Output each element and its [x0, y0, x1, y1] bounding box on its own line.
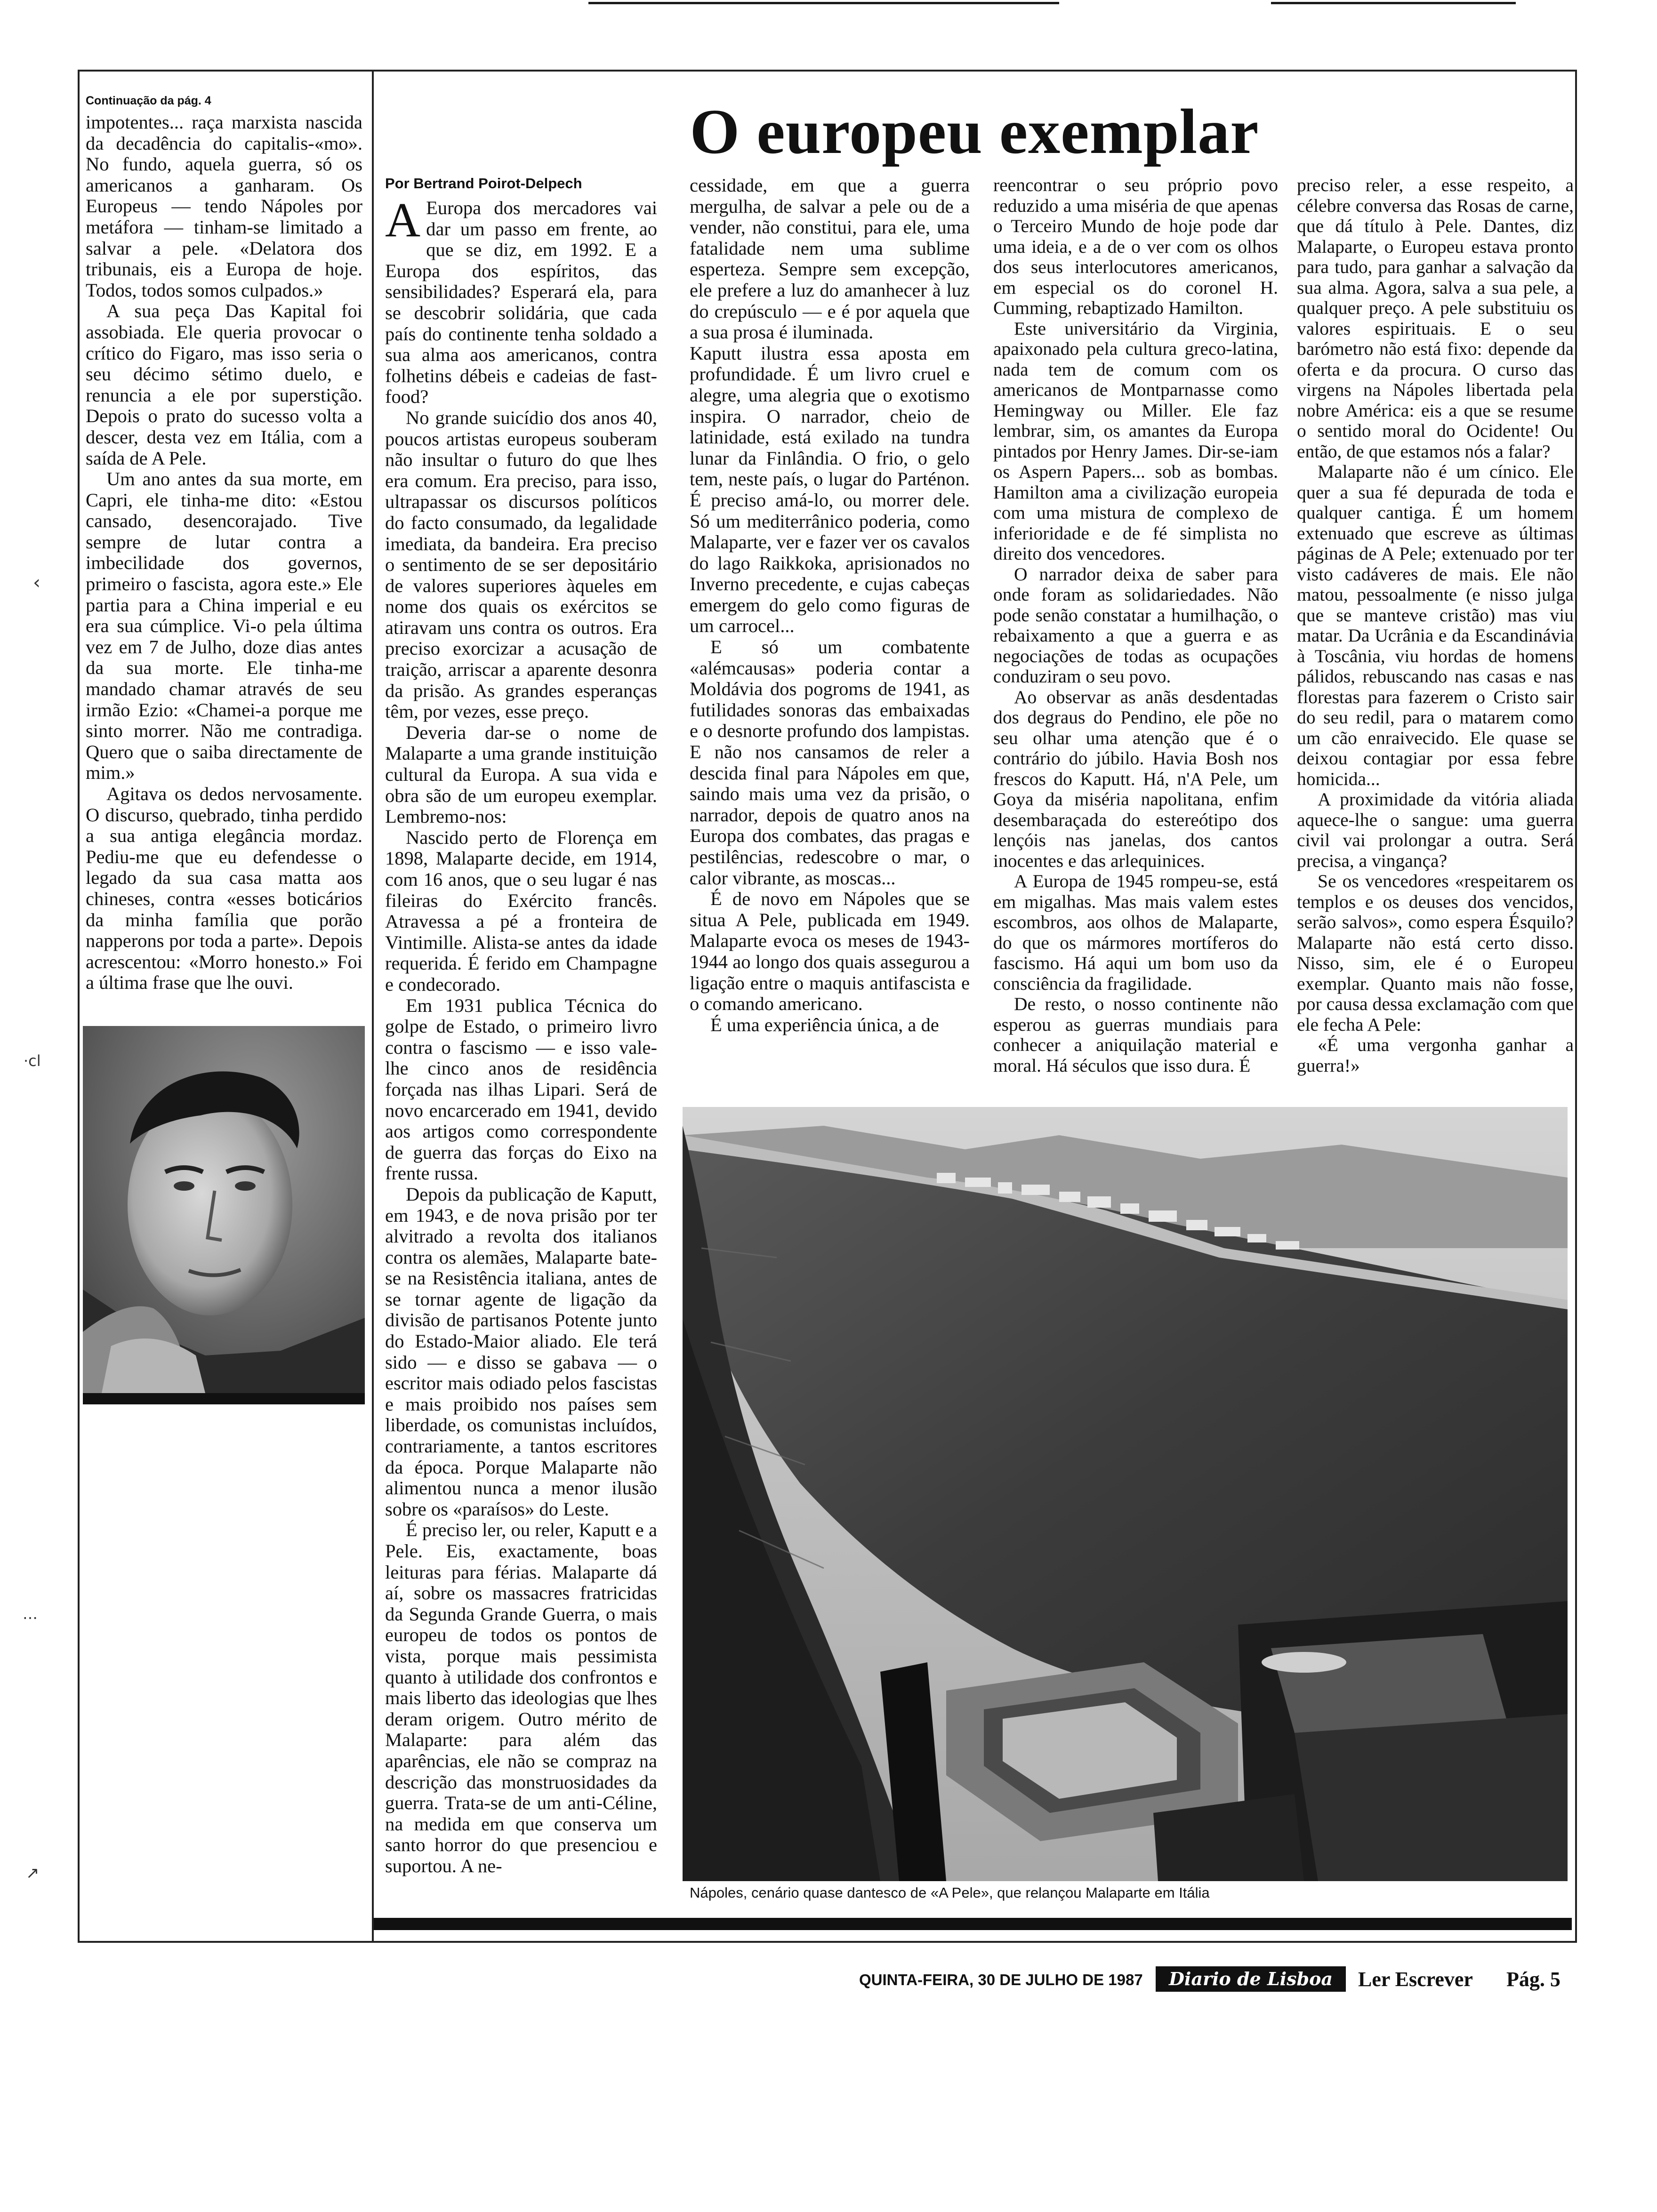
continuation-note: Continuação da pág. 4 — [86, 94, 211, 107]
margin-mark: ‹ — [33, 572, 40, 593]
paragraph: A sua peça Das Kapital foi assobiada. Ele queria provocar o crítico do Figaro, mas isso seria o seu décimo sétimo duelo, e renuncia a ele por superstição. Depois o prato do sucesso volta a descer, desta vez em Itália, com a saída de A Pele. — [86, 300, 362, 469]
paragraph: É uma experiência única, a de — [710, 1014, 939, 1035]
paragraph: Ao observar as anãs desdentadas dos degraus do Pendino, ele põe no seu olhar uma atenção que é o contrário do júbilo. Havia Bosh nos frescos do Kaputt. Há, n'A Pele, um Goya da miséria napolitana, enfim desembaraçada do estereótipo dos lençóis nas janelas, dos cantos inocentes e das arlequinices. — [993, 686, 1278, 871]
paragraph: Agitava os dedos nervosamente. O discurso, quebrado, tinha perdido a sua antiga elegância mordaz. Pediu-me que eu defendesse o legado da sua casa matta aos chineses, contra «esses boticários da minha família que porão napperons por toda a parte». Depois acrescentou: «Morro honesto.» Foi a última frase que lhe ouvi. — [86, 783, 362, 994]
margin-mark: … — [23, 1605, 38, 1623]
article-column-5 — [1297, 175, 1574, 1076]
article-column-3 — [690, 175, 970, 1035]
margin-mark: ·cl — [24, 1052, 41, 1070]
paragraph: É preciso ler, ou reler, Kaputt e a Pele. Eis, exactamente, boas leituras para férias. Malaparte dá aí, sobre os massacres fratricidas da Segunda Grande Guerra, o mais europeu de todos os pontos de vista, porque mais pessimista quanto à utilidade dos confrontos e mais liberto das ideologias que lhes deram origem. Outro mérito de Malaparte: para além das aparências, ele não se compraz na descrição das monstruosidades da guerra. Trata-se de um anti-Céline, na medida em que conserva um santo horror do que presenciou e suportou. A ne- — [385, 1519, 657, 1876]
paragraph: Se os vencedores «respeitarem os templos e os deuses dos vencidos, serão salvos», como espera Ésquilo? Malaparte não está certo disso. Nisso, sim, ele é o Europeu exemplar. Quanto mais não fosse, por causa dessa exclamação com que ele fecha A Pele: — [1297, 871, 1574, 1035]
paragraph-lead: A Europa dos mercadores vai dar um passo em frente, ao que se diz, em 1992. E a Europa dos espíritos, das sensibilidades? Esperará ela, para se descobrir solidária, que cada país do continente tenha soldado a sua alma aos americanos, contra folhetins débeis e cadeias de fast-food? — [385, 193, 657, 408]
bottom-rule — [374, 1918, 1572, 1930]
paragraph: reencontrar o seu próprio povo reduzido a uma miséria de que apenas o Terceiro Mundo de hoje pode dar uma ideia, e a de o ver com os olhos dos seus interlocutores americanos, em especial os do coronel H. Cumming, rebaptizado Hamilton. — [993, 175, 1278, 318]
column-divider — [372, 72, 374, 1941]
naples-bay-photo — [683, 1107, 1568, 1881]
byline: Por Bertrand Poirot-Delpech — [385, 175, 582, 192]
paragraph: «É uma vergonha ganhar a guerra!» — [1297, 1034, 1574, 1076]
portrait-image — [83, 1026, 365, 1393]
paragraph: cessidade, em que a guerra mergulha, de salvar a pele ou de a vender, não constitui, para ele, uma fatalidade nem uma sublime esperteza. Sempre sem excepção, ele prefere a luz do amanhecer à luz do crepúsculo — e é por aquela que a sua prosa é iluminada. — [690, 175, 970, 343]
paragraph: No grande suicídio dos anos 40, poucos artistas europeus souberam não insultar o futuro do que lhes era comum. Era preciso, para isso, ultrapassar os discursos políticos do facto consumado, da legalidade imediata, da bandeira. Era preciso o sentimento de se ser depositário de valores superiores àqueles em nome dos quais os exércitos se atiravam uns contra os outros. Era preciso exorcizar a acusação de traição, arriscar a aparente desonra da prisão. As grandes esperanças têm, por vezes, esse preço. — [385, 407, 657, 722]
article-column-2 — [385, 193, 657, 1877]
paragraph: E só um combatente «alémcausas» poderia contar a Moldávia dos pogroms de 1941, as futilidades sonoras das embaixadas e o desnorte profundo dos lampistas. E não nos cansamos de reler a descida final para Nápoles em que, saindo mais uma vez da prisão, o narrador, depois de quatro anos na Europa dos combates, das pragas e pestilências, redescobre o mar, o calor vibrante, as moscas... — [690, 636, 970, 889]
paragraph: Nascido perto de Florença em 1898, Malaparte decide, em 1914, com 16 anos, que o seu lugar é nas fileiras do Exército francês. Atravessa a pé a fronteira de Vintimille. Alista-se antes da idade requerida. É ferido em Champagne e condecorado. — [385, 826, 657, 995]
top-rule — [0, 0, 1657, 7]
drop-cap: A — [385, 193, 421, 247]
footer-date: QUINTA-FEIRA, 30 DE JULHO DE 1987 — [859, 1971, 1143, 1988]
naples-image — [683, 1107, 1568, 1881]
paragraph: Kaputt ilustra essa aposta em profundidade. É um livro cruel e alegre, uma alegria que o exotismo inspira. O narrador, cheio de latinidade, está exilado na tundra lunar da Finlândia. O frio, o gelo tem, neste país, o lugar do Parténon. É preciso amá-lo, ou morrer dele. Só um mediterrânico poderia, como Malaparte, ver e fazer ver os cavalos do lago Raikkoka, aprisionados no Inverno precedente, e cujas cabeças emergem do gelo como figuras de um carrocel... — [690, 342, 970, 637]
author-portrait-photo — [83, 1026, 365, 1393]
masthead-logo: Diario de Lisboa — [1156, 1966, 1346, 1992]
paragraph: É de novo em Nápoles que se situa A Pele, publicada em 1949. Malaparte evoca os meses de 1943-1944 ao longo dos quais assegurou a ligação entre o maquis antifascista e o comando americano. — [690, 888, 970, 1015]
page-number: Pág. 5 — [1506, 1968, 1560, 1991]
photo-rule — [83, 1393, 365, 1404]
paragraph: A Europa de 1945 rompeu-se, está em migalhas. Mas mais valem estes escombros, aos olhos de Malaparte, do que os mármores mortíferos do fascismo. Há aqui um bom uso da consciência da fragilidade. — [993, 871, 1278, 994]
article-column-4 — [993, 175, 1278, 1076]
paragraph: Depois da publicação de Kaputt, em 1943, e de nova prisão por ter alvitrado a revolta dos italianos contra os alemães, Malaparte bate-se na Resistência italiana, antes de se tornar agente de ligação da divisão de partisanos Potente junto do Estado-Maior aliado. Ele terá sido — e disso se gabava — o escritor mais odiado pelos fascistas e mais proibido nos países sem liberdade, os comunistas incluídos, contrariamente, a tantos escritores da época. Porque Malaparte não alimentou nunca a menor ilusão sobre os «paraísos» do Leste. — [385, 1183, 657, 1520]
paragraph: Em 1931 publica Técnica do golpe de Estado, o primeiro livro contra o fascismo — e isso vale-lhe cinco anos de residência forçada nas ilhas Lipari. Será de novo encarcerado em 1941, devido aos artigos como correspondente de guerra das forças do Eixo na frente russa. — [385, 994, 657, 1184]
paragraph: O narrador deixa de saber para onde foram as solidariedades. Não pode senão constatar a humilhação, o rebaixamento a que a guerra e as negociações de todas as ocupações conduziram o seu povo. — [993, 563, 1278, 687]
section-name: Ler Escrever — [1358, 1968, 1473, 1991]
paragraph: Este universitário da Virginia, apaixonado pela cultura greco-latina, nada tem de comum com os americanos de Montparnasse como Hemingway ou Miller. Ele faz lembrar, sim, os amantes da Europa pintados por Henry James. Dir-se-iam os Aspern Papers... sob as bombas. Hamilton ama a civilização europeia com uma mistura de complexo de inferioridade e de fé simplista no direito dos vencedores. — [993, 318, 1278, 564]
paragraph: De resto, o nosso continente não esperou as guerras mundiais para conhecer a aniquilação material e moral. Há séculos que isso dura. É — [993, 994, 1278, 1076]
paragraph: preciso reler, a esse respeito, a célebre conversa das Rosas de carne, que dá título à Pele. Dantes, diz Malaparte, o Europeu estava pronto para tudo, para ganhar a salvação da sua alma. Agora, salva a sua pele, a qualquer preço. A pele substituiu os valores espirituais. E o seu barómetro não está fixo: depende da oferta e da procura. O curso das virgens na Nápoles libertada pela nobre América: eis a que se resume o sentido moral do Ocidente! Ou então, de que estamos nós a falar? — [1297, 175, 1574, 462]
article-title: O europeu exemplar — [690, 96, 1259, 167]
paragraph: Um ano antes da sua morte, em Capri, ele tinha-me dito: «Estou cansado, desencorajado. Tive sempre de lutar contra a imbecilidade dos governos, primeiro o fascista, agora este.» Ele partia para a China imperial e eu era sua cúmplice. Vi-o pela última vez em 7 de Julho, doze dias antes da sua morte. Ele tinha-me mandado chamar através de seu irmão Ezio: «Chamei-a porque me sinto morrer. Não me contradiga. Quero que o saiba directamente de mim.» — [86, 468, 362, 784]
margin-mark: ↗ — [26, 1864, 40, 1883]
paragraph: A proximidade da vitória aliada aquece-lhe o sangue: uma guerra civil vai prolongar a outra. Será precisa, a vingança? — [1297, 789, 1574, 871]
photo-caption: Nápoles, cenário quase dantesco de «A Pele», que relançou Malaparte em Itália — [690, 1884, 1210, 1901]
paragraph: Deveria dar-se o nome de Malaparte a uma grande instituição cultural da Europa. A sua vida e obra são de um europeu exemplar. Lembremo-nos: — [385, 721, 657, 827]
paragraph: impotentes... raça marxista nascida da decadência do capitalis-«mo». No fundo, aquela guerra, só os americanos a ganharam. Os Europeus — tendo Nápoles por metáfora — tinham-se limitado a salvar a pele. «Delatora dos tribunais, eis a Europa de hoje. Todos, todos somos culpados.» — [86, 112, 362, 301]
paragraph: Malaparte não é um cínico. Ele quer a sua fé depurada de toda e qualquer cantiga. É um homem extenuado que escreve as últimas páginas de A Pele; extenuado por ter visto cadáveres de mais. Ele não matou, pessoalmente (e nisso julga que se manteve cristão) mas viu matar. Da Ucrânia e da Escandinávia à Toscânia, viu hordas de homens pálidos, rebuscando nas casas e nas florestas para fazerem o Cristo sair do seu redil, para o matarem como um cão enraivecido. Ele quase se deixou contagiar por essa febre homicida... — [1297, 461, 1574, 789]
left-column-text — [86, 112, 362, 994]
